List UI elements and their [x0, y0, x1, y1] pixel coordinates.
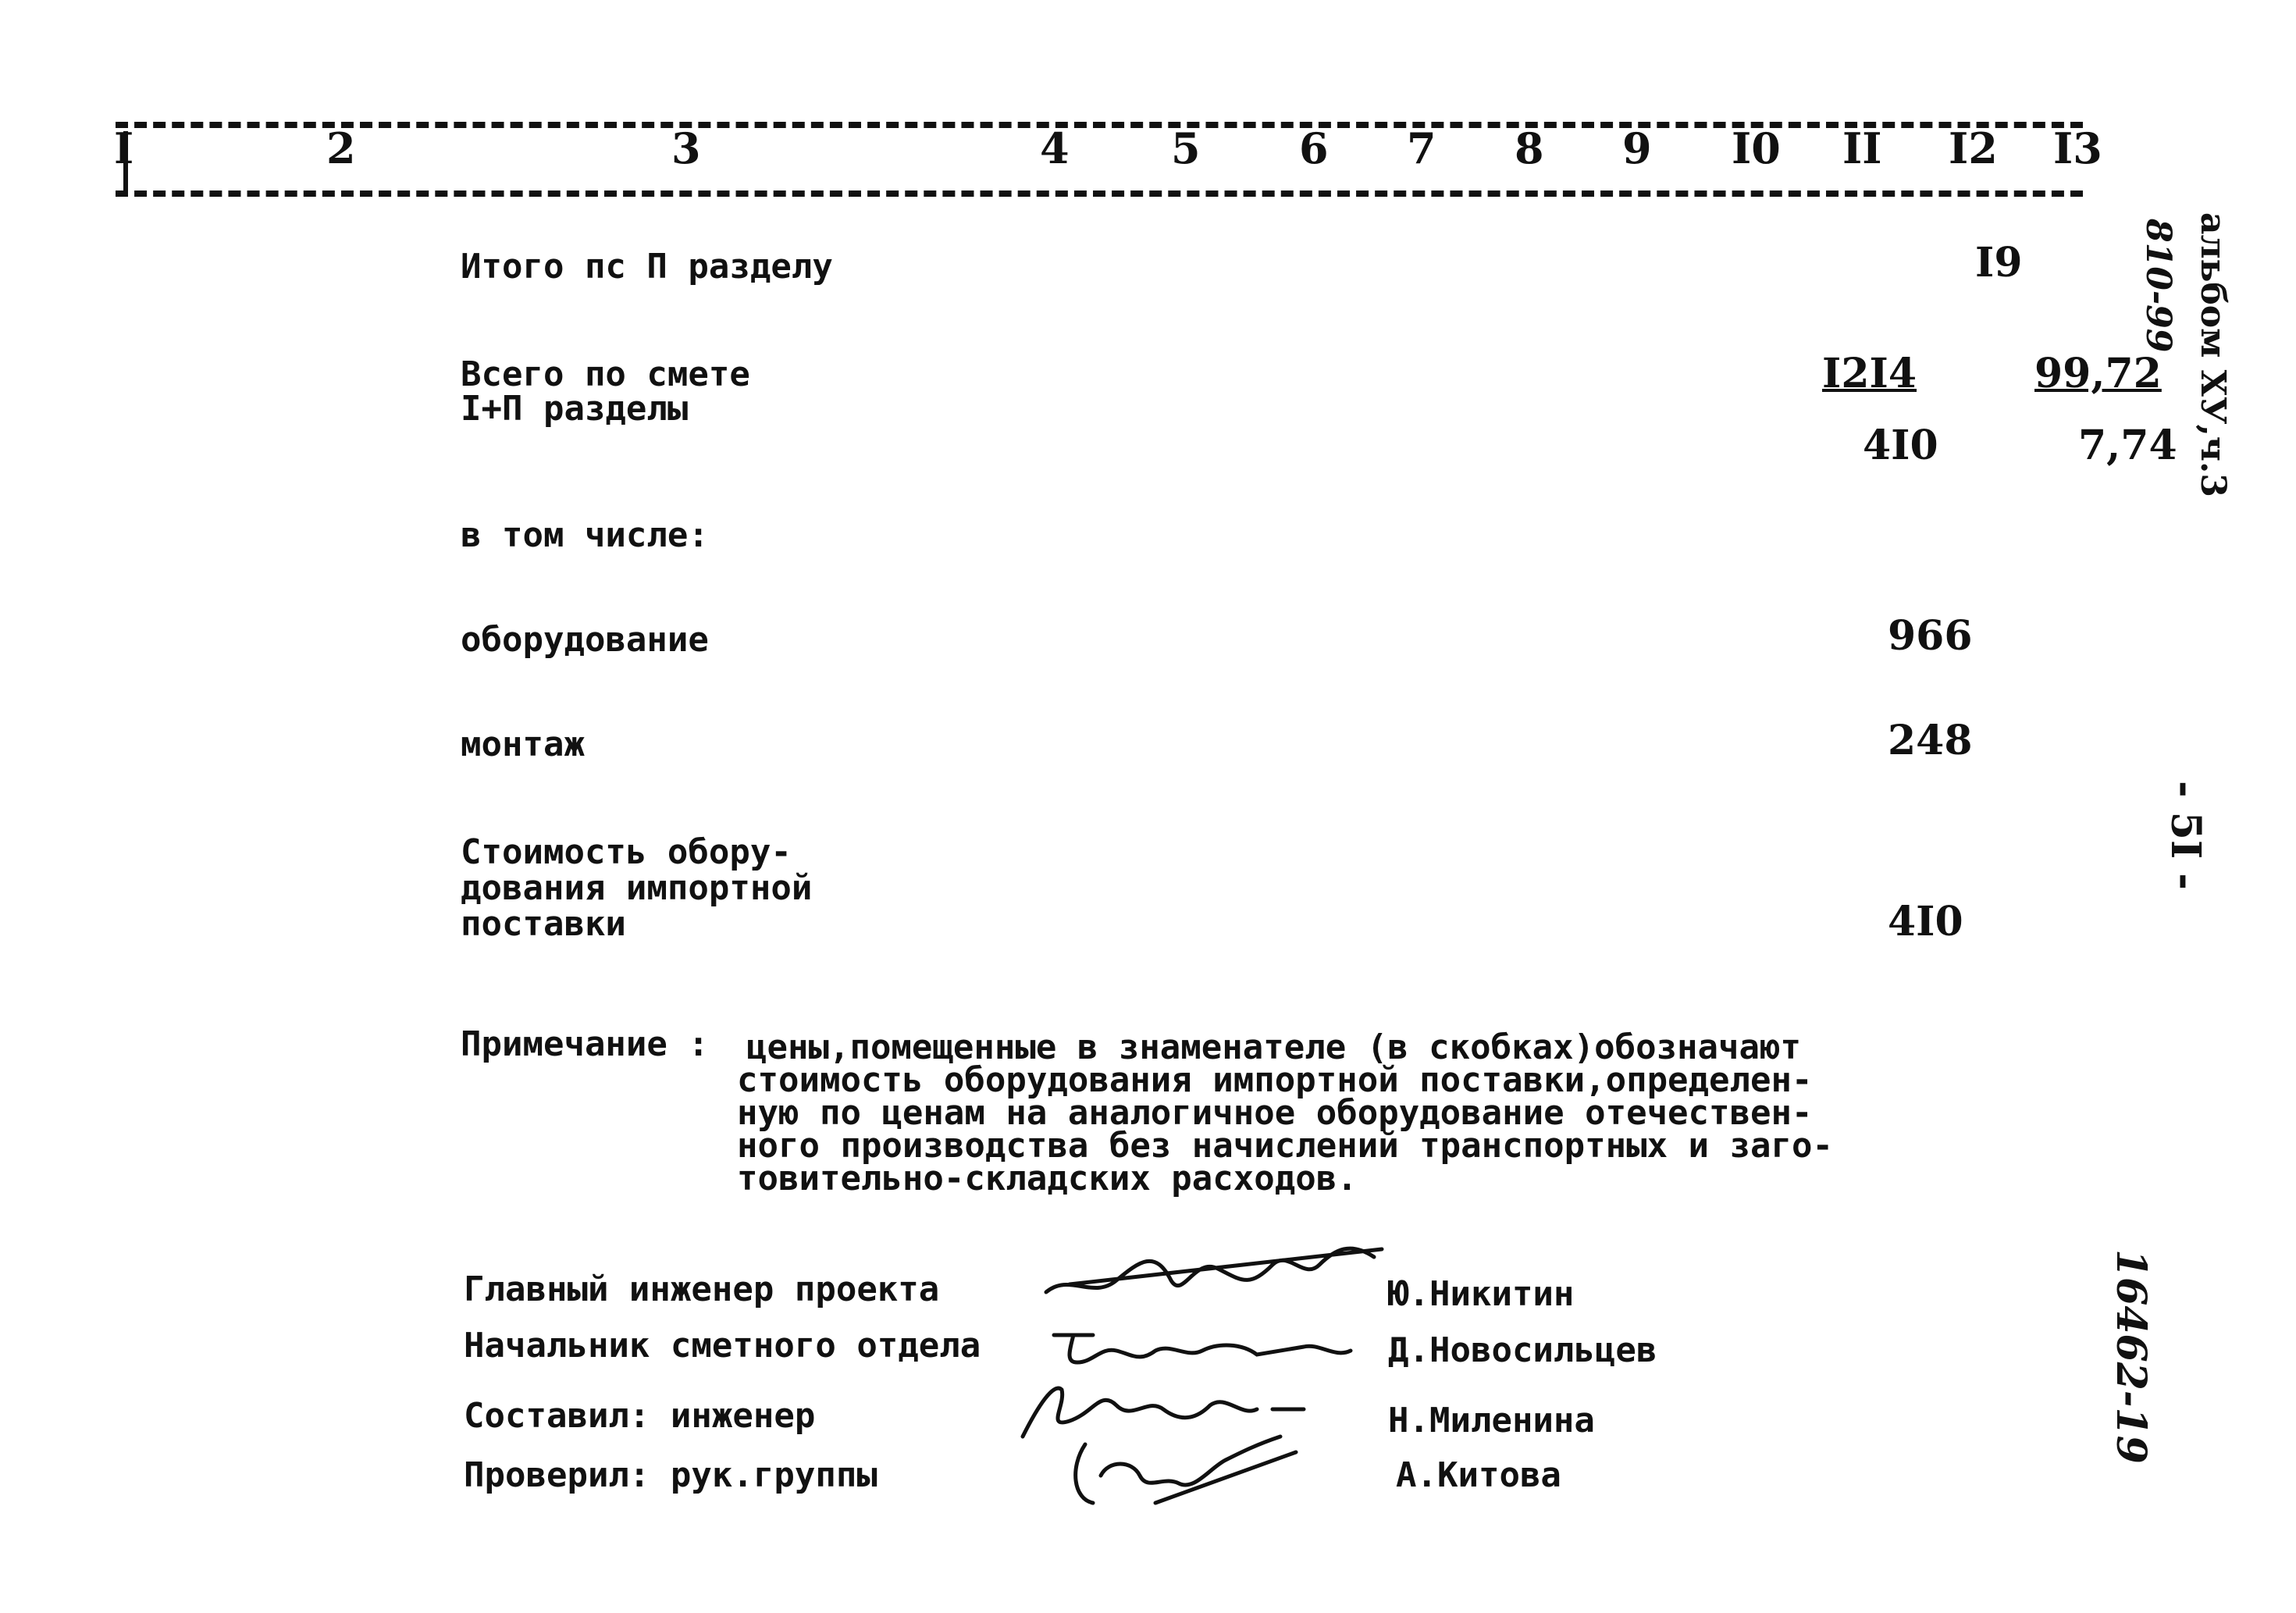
note-line: ного производства без начислений транспортных и заго-: [737, 1126, 1833, 1166]
total-estimate-col13-numerator: 99,72: [2034, 350, 2162, 397]
import-cost-label-2: дования импортной: [461, 868, 813, 908]
note-label: Примечание :: [461, 1024, 709, 1064]
import-cost-label-1: Стоимость обору-: [461, 832, 792, 872]
header-top-rule: [116, 122, 2083, 128]
import-cost-label-3: поставки: [461, 904, 626, 944]
handwritten-signature: [1062, 1429, 1312, 1515]
column-number: 2: [326, 123, 356, 173]
signature-role: Проверил: рук.группы: [464, 1455, 877, 1495]
handwritten-signature: [1038, 1226, 1397, 1312]
total-estimate-col13-denominator: 7,74: [2078, 422, 2177, 469]
column-number: 8: [1515, 123, 1544, 173]
column-number: 3: [671, 123, 701, 173]
including-label: в том числе:: [461, 515, 709, 555]
column-number: I3: [2053, 123, 2102, 173]
total-estimate-label-1: Всего по смете: [461, 354, 750, 394]
import-cost-col11: 4I0: [1888, 898, 1963, 945]
column-number: I0: [1732, 123, 1781, 173]
note-line: цены,помещенные в знаменателе (в скобках)обозначают: [746, 1027, 1802, 1067]
total-section2-label: Итого пс П разделу: [461, 247, 833, 287]
note-line: ную по ценам на аналогичное оборудование отечествен-: [737, 1093, 1813, 1133]
signature-role: Составил: инженер: [464, 1396, 816, 1436]
column-number: I: [114, 123, 134, 173]
handwritten-signature: [1046, 1319, 1358, 1374]
column-number: II: [1842, 123, 1882, 173]
margin-series-label: 810-99: [2138, 219, 2178, 353]
column-number: 4: [1040, 123, 1070, 173]
installation-label: монтаж: [461, 725, 585, 764]
note-line: стоимость оборудования импортной поставки,определен-: [737, 1060, 1813, 1100]
signature-role: Начальник сметного отдела: [464, 1326, 981, 1366]
column-number: 7: [1407, 123, 1436, 173]
column-number: 5: [1171, 123, 1201, 173]
total-estimate-col11-denominator: 4I0: [1863, 422, 1938, 469]
header-bottom-rule: [116, 190, 2083, 197]
column-number: 9: [1622, 123, 1652, 173]
signature-name: Н.Миленина: [1388, 1401, 1595, 1440]
signature-name: А.Китова: [1396, 1455, 1561, 1495]
margin-album-label: альбом ХУ,ч.3: [2193, 212, 2233, 497]
column-number: I2: [1949, 123, 1998, 173]
signature-role: Главный инженер проекта: [464, 1269, 940, 1309]
signature-name: Д.Новосильцев: [1388, 1330, 1657, 1370]
document-number: 16462-19: [2107, 1249, 2155, 1464]
page-number: - 5I -: [2162, 781, 2209, 890]
note-line: товительно-складских расходов.: [737, 1159, 1358, 1198]
total-section2-col12: I9: [1975, 239, 2023, 287]
signature-name: Ю.Никитин: [1388, 1274, 1575, 1314]
total-estimate-col11-numerator: I2I4: [1822, 350, 1917, 397]
equipment-label: оборудование: [461, 620, 709, 660]
total-estimate-label-2: I+П разделы: [461, 389, 689, 429]
column-number: 6: [1299, 123, 1329, 173]
equipment-col11: 966: [1888, 612, 1973, 660]
installation-col11: 248: [1888, 717, 1973, 764]
